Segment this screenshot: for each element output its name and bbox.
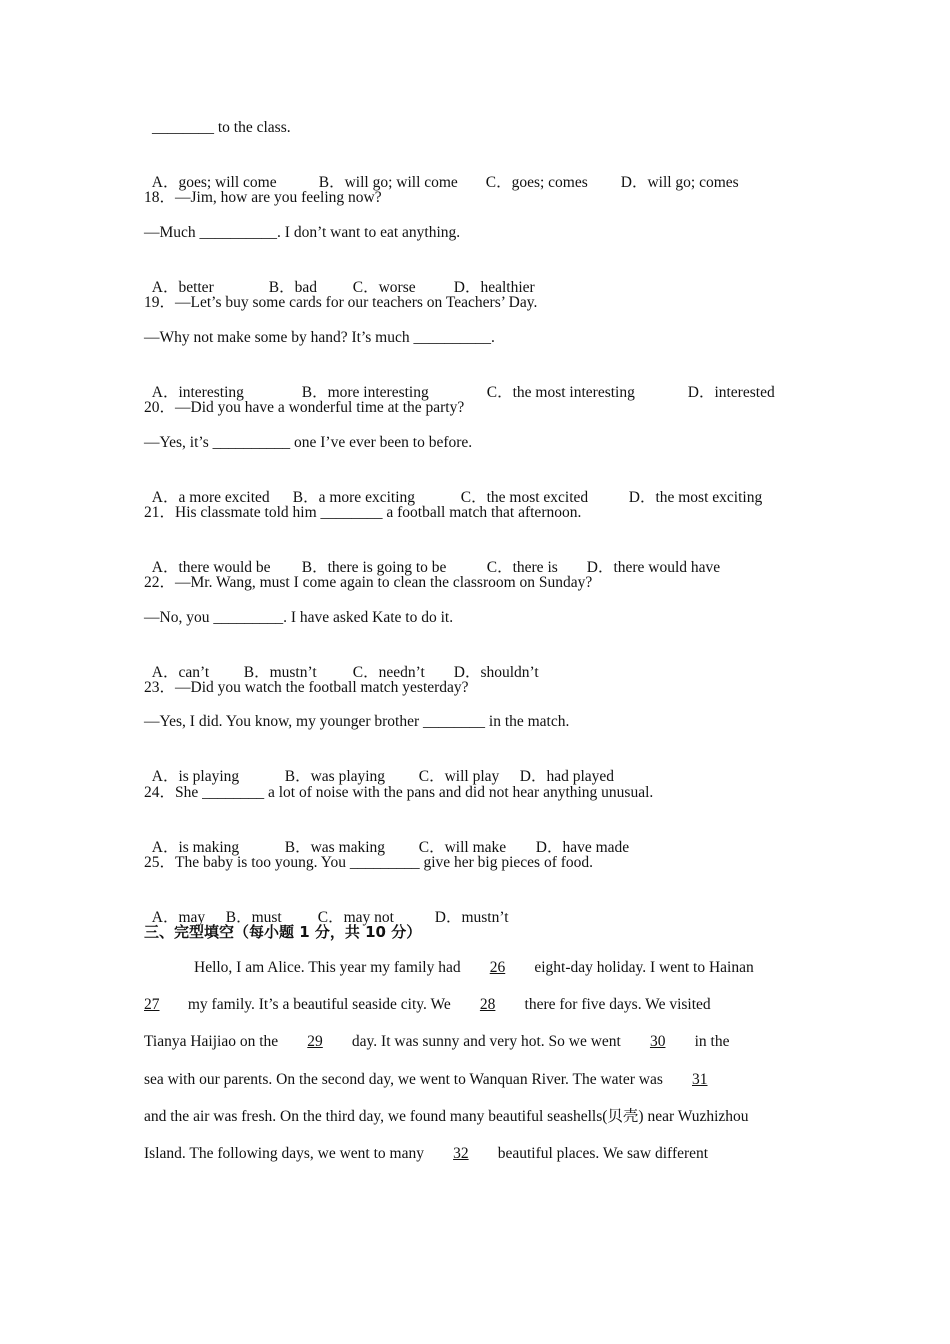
option-b: B．mustn’t bbox=[243, 664, 317, 681]
blank-27: 27 bbox=[144, 996, 160, 1013]
option-d: D．the most exciting bbox=[628, 489, 763, 506]
q17-tail: ________ to the class. bbox=[152, 119, 291, 136]
option-a: A．interesting bbox=[151, 384, 244, 401]
option-b: B．there is going to be bbox=[301, 559, 447, 576]
option-d: D．had played bbox=[519, 768, 615, 785]
option-a: A．is making bbox=[151, 839, 240, 856]
q20-options bbox=[144, 468, 762, 508]
option-b: B．was playing bbox=[284, 768, 386, 785]
option-a: A．may bbox=[151, 909, 206, 926]
option-c: C．there is bbox=[486, 559, 558, 576]
option-a: A．better bbox=[151, 279, 214, 296]
passage-text: my family. It’s a beautiful seaside city. We bbox=[184, 996, 455, 1013]
option-d: D．will go; comes bbox=[620, 174, 739, 191]
passage-text: beautiful places. We saw different bbox=[493, 1145, 709, 1162]
q24-options bbox=[144, 818, 629, 858]
passage-line-1 bbox=[194, 958, 754, 978]
option-d: D．mustn’t bbox=[434, 909, 509, 926]
q18-answer: —Much __________. I don’t want to eat anything. bbox=[144, 224, 461, 241]
q23-options bbox=[144, 747, 614, 787]
q23-answer: —Yes, I did. You know, my younger brother ________ in the match. bbox=[144, 713, 570, 730]
option-a: A．can’t bbox=[151, 664, 210, 681]
option-a: A．is playing bbox=[151, 768, 240, 785]
q19-answer: —Why not make some by hand? It’s much __________. bbox=[144, 329, 495, 346]
passage-text: in the bbox=[690, 1033, 730, 1050]
q20-question: 20．—Did you have a wonderful time at the party? bbox=[144, 399, 465, 416]
passage-line-2 bbox=[144, 995, 711, 1015]
blank-32: 32 bbox=[453, 1145, 469, 1162]
q21-options bbox=[144, 538, 720, 578]
passage-line-4 bbox=[144, 1070, 733, 1090]
blank-28: 28 bbox=[479, 996, 496, 1013]
option-b: B．was making bbox=[284, 839, 386, 856]
q23-question: 23．—Did you watch the football match yesterday? bbox=[144, 679, 469, 696]
option-c: C．the most interesting bbox=[486, 384, 635, 401]
option-c: C．may not bbox=[317, 909, 394, 926]
q17-options bbox=[144, 153, 739, 193]
option-d: D．healthier bbox=[453, 279, 535, 296]
q25-question: 25．The baby is too young. You _________ give her big pieces of food. bbox=[144, 854, 594, 871]
q22-answer: —No, you _________. I have asked Kate to do it. bbox=[144, 609, 454, 626]
option-a: A．goes; will come bbox=[151, 174, 277, 191]
option-b: B．will go; will come bbox=[318, 174, 458, 191]
option-b: B．more interesting bbox=[301, 384, 429, 401]
passage-text: there for five days. We visited bbox=[520, 996, 711, 1013]
option-c: C．will play bbox=[418, 768, 500, 785]
option-d: D．interested bbox=[687, 384, 775, 401]
q19-options bbox=[144, 363, 775, 403]
option-d: D．shouldn’t bbox=[453, 664, 539, 681]
option-a: A．there would be bbox=[151, 559, 271, 576]
passage-text: Island. The following days, we went to many bbox=[144, 1145, 428, 1162]
option-c: C．worse bbox=[352, 279, 416, 296]
q20-answer: —Yes, it’s __________ one I’ve ever been to before. bbox=[144, 434, 473, 451]
option-a: A．a more excited bbox=[151, 489, 270, 506]
q18-question: 18．—Jim, how are you feeling now? bbox=[144, 189, 382, 206]
q22-options bbox=[144, 643, 539, 683]
passage-text: day. It was sunny and very hot. So we went bbox=[348, 1033, 625, 1050]
blank-31: 31 bbox=[692, 1071, 708, 1088]
passage-line-5: and the air was fresh. On the third day, we found many beautiful seashells(贝壳) near Wuzhizhou bbox=[144, 1108, 749, 1125]
q19-question: 19．—Let’s buy some cards for our teachers on Teachers’ Day. bbox=[144, 294, 538, 311]
option-b: B．a more exciting bbox=[292, 489, 415, 506]
passage-text: eight-day holiday. I went to Hainan bbox=[530, 959, 754, 976]
passage-text: Tianya Haijiao on the bbox=[144, 1033, 283, 1050]
passage-text: Hello, I am Alice. This year my family had bbox=[194, 959, 465, 976]
option-d: D．there would have bbox=[586, 559, 721, 576]
blank-29: 29 bbox=[307, 1033, 323, 1050]
q21-question: 21．His classmate told him ________ a football match that afternoon. bbox=[144, 504, 582, 521]
section-title: 三、完型填空（每小题 1 分，共 10 分） bbox=[144, 923, 422, 941]
q24-question: 24．She ________ a lot of noise with the pans and did not hear anything unusual. bbox=[144, 784, 654, 801]
blank-26: 26 bbox=[489, 959, 506, 976]
option-b: B．bad bbox=[268, 279, 317, 296]
option-c: C．needn’t bbox=[352, 664, 425, 681]
option-d: D．have made bbox=[535, 839, 630, 856]
q22-question: 22．—Mr. Wang, must I come again to clean the classroom on Sunday? bbox=[144, 574, 593, 591]
q18-options bbox=[144, 258, 535, 298]
option-c: C．goes; comes bbox=[485, 174, 588, 191]
passage-text: sea with our parents. On the second day, we went to Wanquan River. The water was bbox=[144, 1071, 667, 1088]
option-c: C．the most excited bbox=[460, 489, 589, 506]
option-c: C．will make bbox=[418, 839, 507, 856]
blank-30: 30 bbox=[649, 1033, 666, 1050]
passage-line-3 bbox=[144, 1032, 729, 1052]
passage-line-6 bbox=[144, 1144, 708, 1164]
option-b: B．must bbox=[225, 909, 282, 926]
